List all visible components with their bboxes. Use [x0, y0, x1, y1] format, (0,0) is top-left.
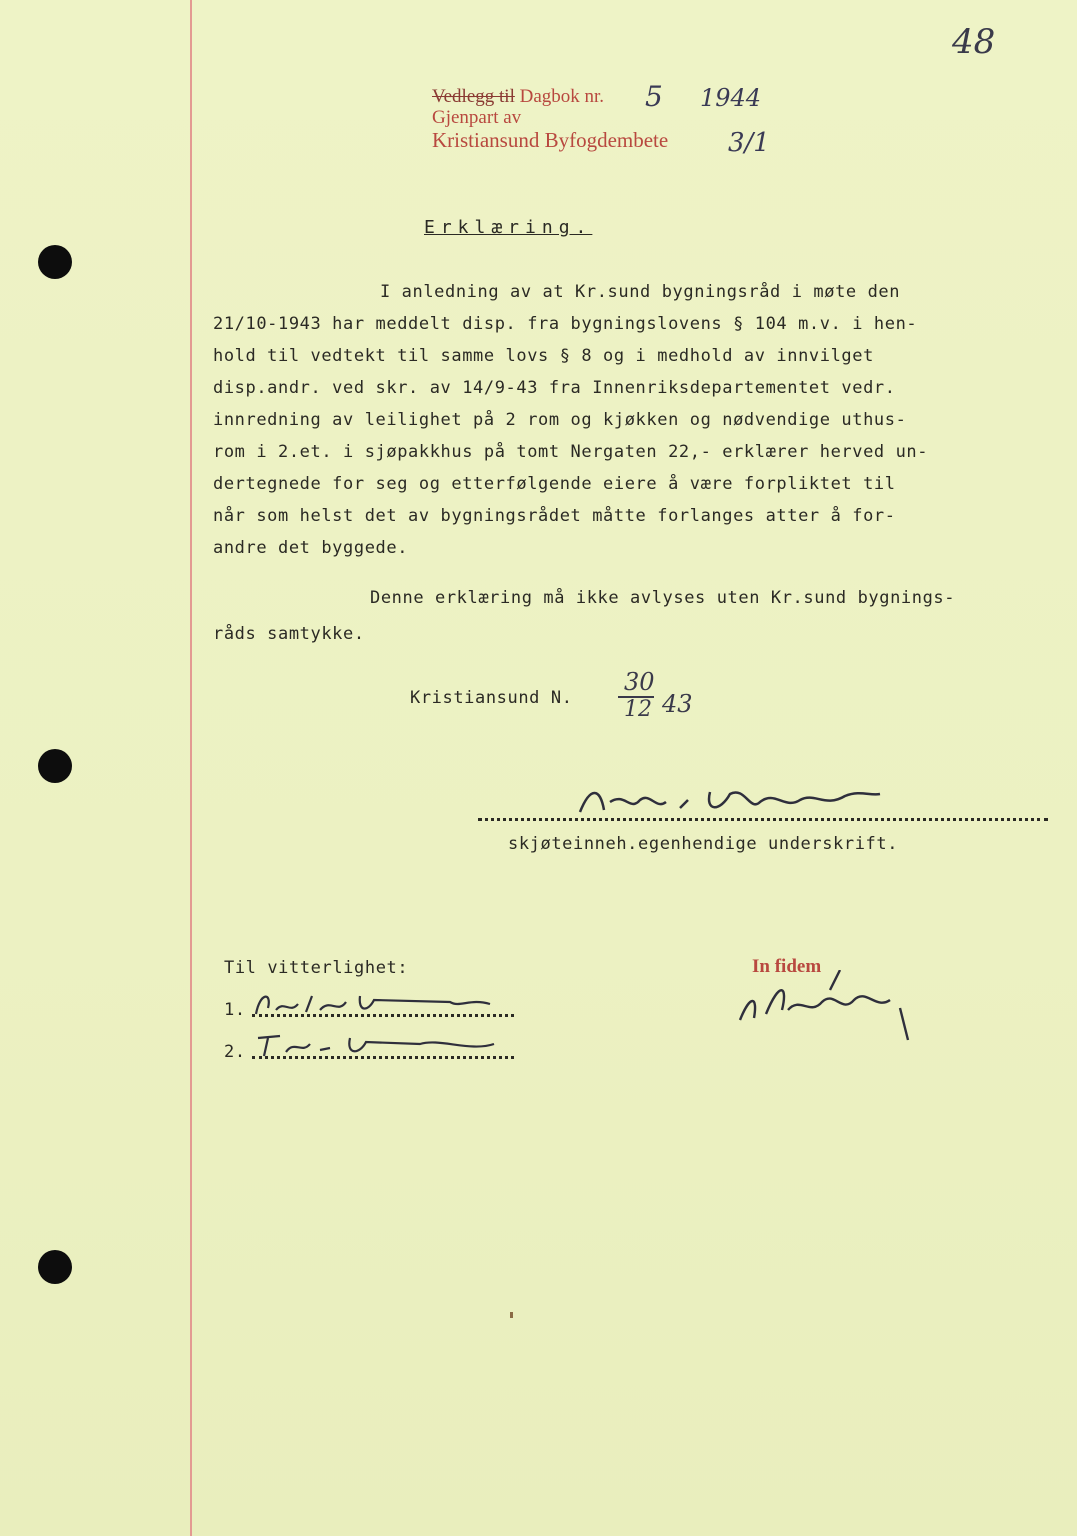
stamp-line-3: Kristiansund Byfogdembete [432, 128, 669, 152]
document-title: Erklæring. [424, 217, 593, 238]
stamp-date: 3/1 [728, 128, 770, 158]
witness-number: 2. [224, 1042, 246, 1062]
body-line: andre det byggede. [213, 538, 409, 558]
signature-scribble [570, 782, 890, 822]
date-month: 12 [624, 697, 652, 722]
stamp-line-1 [432, 86, 604, 108]
date-day: 30 [624, 668, 655, 696]
witness-number: 1. [224, 1000, 246, 1020]
punch-hole [38, 245, 72, 279]
stamp-struck-text: Vedlegg til [432, 86, 515, 107]
margin-line [190, 0, 192, 1536]
witness-label: Til vitterlighet: [224, 958, 409, 978]
body-line: råds samtykke. [213, 624, 365, 644]
punch-hole [38, 1250, 72, 1284]
paper-mark [510, 1312, 513, 1318]
fidem-signature-scribble [730, 970, 920, 1050]
witness-signature-scribble [250, 988, 510, 1020]
stamp-dagbok-label: Dagbok nr. [519, 86, 605, 107]
date-year: 43 [662, 690, 693, 718]
stamp-line-2: Gjenpart av [432, 107, 522, 128]
dagbok-year: 1944 [700, 84, 762, 112]
body-line: rom i 2.et. i sjøpakkhus på tomt Nergaten 22,- erklærer herved un- [213, 442, 929, 462]
place-line: Kristiansund N. [410, 688, 573, 708]
body-line: dertegnede for seg og etterfølgende eiere å være forpliktet til [213, 474, 896, 494]
punch-hole [38, 749, 72, 783]
body-line: I anledning av at Kr.sund bygningsråd i møte den [380, 282, 901, 302]
body-line: innredning av leilighet på 2 rom og kjøkken og nødvendige uthus- [213, 410, 907, 430]
page-number: 48 [952, 22, 996, 62]
fidem-stamp: In fidem [752, 956, 822, 977]
signature-dotted-line [478, 818, 1048, 821]
body-line: disp.andr. ved skr. av 14/9-43 fra Innenriksdepartementet vedr. [213, 378, 896, 398]
body-line: når som helst det av bygningsrådet måtte forlanges atter å for- [213, 506, 896, 526]
witness-signature-scribble [250, 1028, 510, 1060]
dagbok-number: 5 [645, 80, 663, 113]
body-line: Denne erklæring må ikke avlyses uten Kr.sund bygnings- [370, 588, 956, 608]
body-line: hold til vedtekt til samme lovs § 8 og i medhold av innvilget [213, 346, 874, 366]
body-line: 21/10-1943 har meddelt disp. fra bygningslovens § 104 m.v. i hen- [213, 314, 918, 334]
signature-caption: skjøteinneh.egenhendige underskrift. [508, 834, 899, 854]
